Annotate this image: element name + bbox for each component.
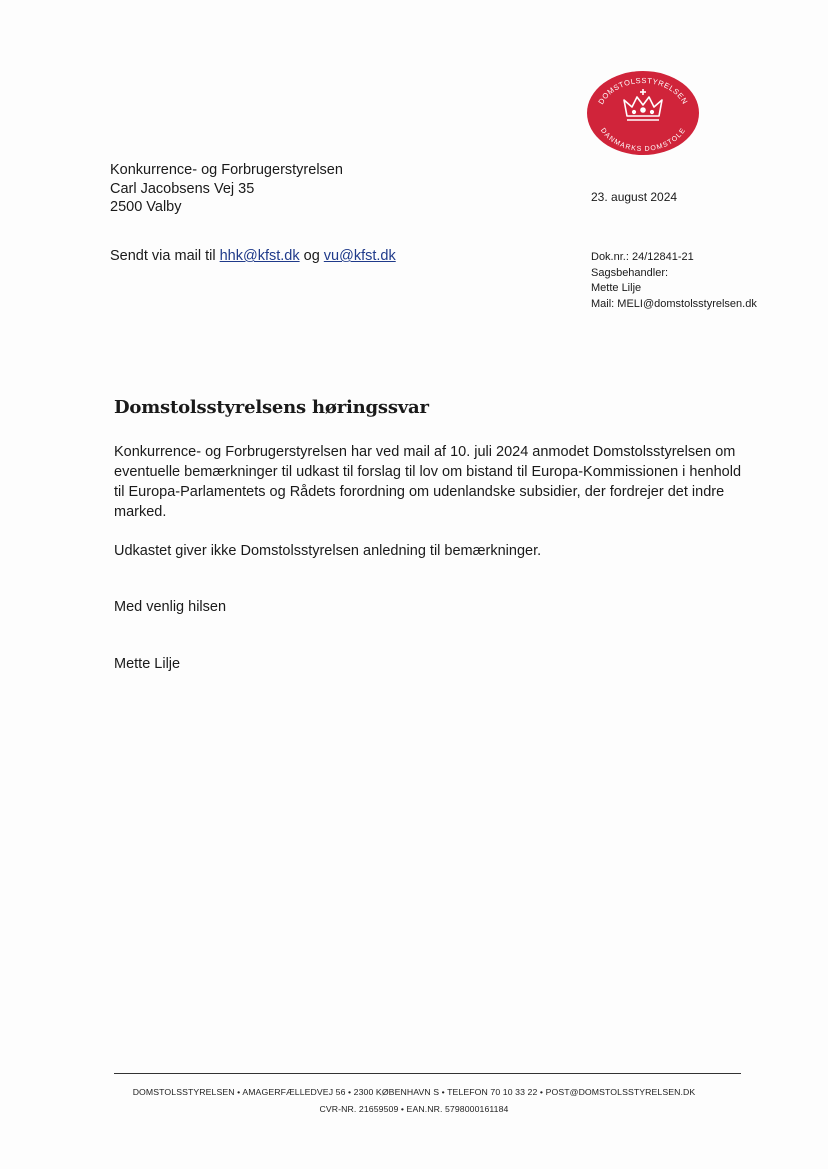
letter-date: 23. august 2024 [591, 190, 678, 204]
recipient-address [110, 161, 343, 217]
case-handler-mail: Mail: MELI@domstolsstyrelsen.dk [591, 297, 757, 310]
sent-prefix: Sendt via mail til [110, 248, 220, 264]
sent-middle: og [299, 248, 324, 264]
svg-text:DANMARKS DOMSTOLE: DANMARKS DOMSTOLE [598, 127, 688, 154]
sent-via-line [110, 248, 396, 264]
letter-heading: Domstolsstyrelsens høringssvar [114, 397, 429, 418]
recipient-name: Konkurrence- og Forbrugerstyrelsen [110, 162, 343, 178]
document-meta [591, 250, 757, 312]
email-link-hhk[interactable]: hhk@kfst.dk [219, 248, 300, 264]
svg-text:DOMSTOLSSTYRELSEN: DOMSTOLSSTYRELSEN [596, 75, 690, 106]
body-paragraph-no-remarks: Udkastet giver ikke Domstolsstyrelsen anledning til bemærkninger. [114, 543, 542, 559]
body-paragraph-request: Konkurrence- og Forbrugerstyrelsen har ved mail af 10. juli 2024 anmodet Domstolsstyrelsen om eventuelle bemærkninger til udkast til forslag til lov om bistand til Europa-Kommissionen i henhold til Europa-Parlamentets og Rådets forordning om udenlandske subsidier, der fordrejer det indre marked. [114, 444, 742, 520]
email-link-vu[interactable]: vu@kfst.dk [323, 248, 396, 264]
case-handler-label: Sagsbehandler: [591, 266, 669, 279]
doc-number: Dok.nr.: 24/12841-21 [591, 251, 694, 263]
footer-address: DOMSTOLSSTYRELSEN • AMAGERFÆLLEDVEJ 56 • 2300 KØBENHAVN S • TELEFON 70 10 33 22 • POST@DOMSTOLSSTYRELSEN.DK [132, 1087, 696, 1097]
recipient-city: 2500 Valby [110, 199, 182, 215]
case-handler-name: Mette Lilje [591, 282, 642, 294]
signature-name: Mette Lilje [114, 656, 181, 672]
recipient-street: Carl Jacobsens Vej 35 [110, 180, 255, 197]
footer-registration: CVR-NR. 21659509 • EAN.NR. 5798000161184 [319, 1104, 509, 1114]
closing-greeting: Med venlig hilsen [114, 599, 227, 615]
footer-divider [114, 1073, 741, 1074]
domstolsstyrelsen-seal-logo [586, 70, 700, 156]
